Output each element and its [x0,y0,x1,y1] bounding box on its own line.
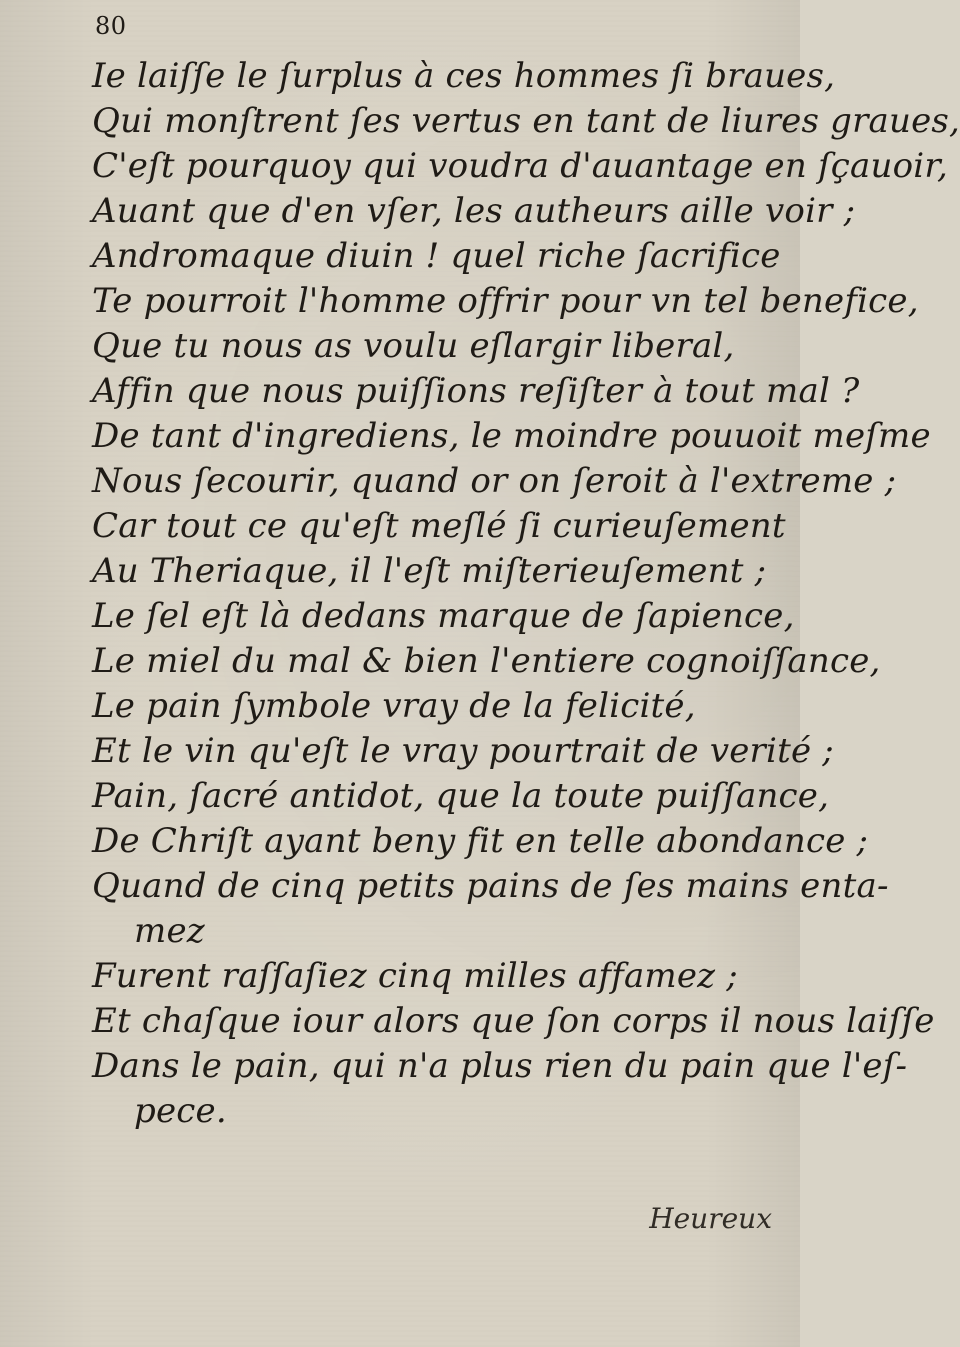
text-line: Andromaque diuin ! quel riche ſacrifice [92,236,781,276]
text-line: Le pain ſymbole vray de la felicité, [92,686,696,726]
catchword: Heureux [649,1202,772,1235]
text-line: pece. [134,1091,227,1131]
text-line: Et le vin qu'eſt le vray pourtrait de verité ; [92,731,834,771]
text-line: mez [134,911,205,951]
text-line: Ie laiſſe le ſurplus à ces hommes ſi braues, [92,56,836,96]
page-number: 80 [95,12,127,40]
text-line: Qui monſtrent ſes vertus en tant de liures graues, [92,101,960,141]
text-line: Et chaſque iour alors que ſon corps il nous laiſſe [92,1001,935,1041]
text-line: Le miel du mal & bien l'entiere cognoiſſance, [92,641,881,681]
text-line: De tant d'ingrediens, le moindre pouuoit meſme [92,416,931,456]
text-line: Affin que nous puiſſions reſiſter à tout mal ? [92,371,860,411]
text-line: Dans le pain, qui n'a plus rien du pain que l'eſ- [92,1046,908,1086]
text-line: Le ſel eſt là dedans marque de ſapience, [92,596,795,636]
text-line: Pain, ſacré antidot, que la toute puiſſance, [92,776,830,816]
text-line: Furent raſſaſiez cinq milles affamez ; [92,956,738,996]
poem-text [92,54,960,1134]
text-line: Au Theriaque, il l'eſt miſterieuſement ; [92,551,767,591]
text-line: Auant que d'en vſer, les autheurs aille voir ; [92,191,856,231]
text-line: Quand de cinq petits pains de ſes mains enta- [92,866,889,906]
text-line: De Chriſt ayant beny fit en telle abondance ; [92,821,869,861]
text-line: Car tout ce qu'eſt meſlé ſi curieuſement [92,506,786,546]
text-line: C'eſt pourquoy qui voudra d'auantage en ſçauoir, [92,146,949,186]
text-line: Nous ſecourir, quand or on ſeroit à l'extreme ; [92,461,897,501]
text-line: Que tu nous as voulu eſlargir liberal, [92,326,735,366]
text-line: Te pourroit l'homme offrir pour vn tel benefice, [92,281,919,321]
